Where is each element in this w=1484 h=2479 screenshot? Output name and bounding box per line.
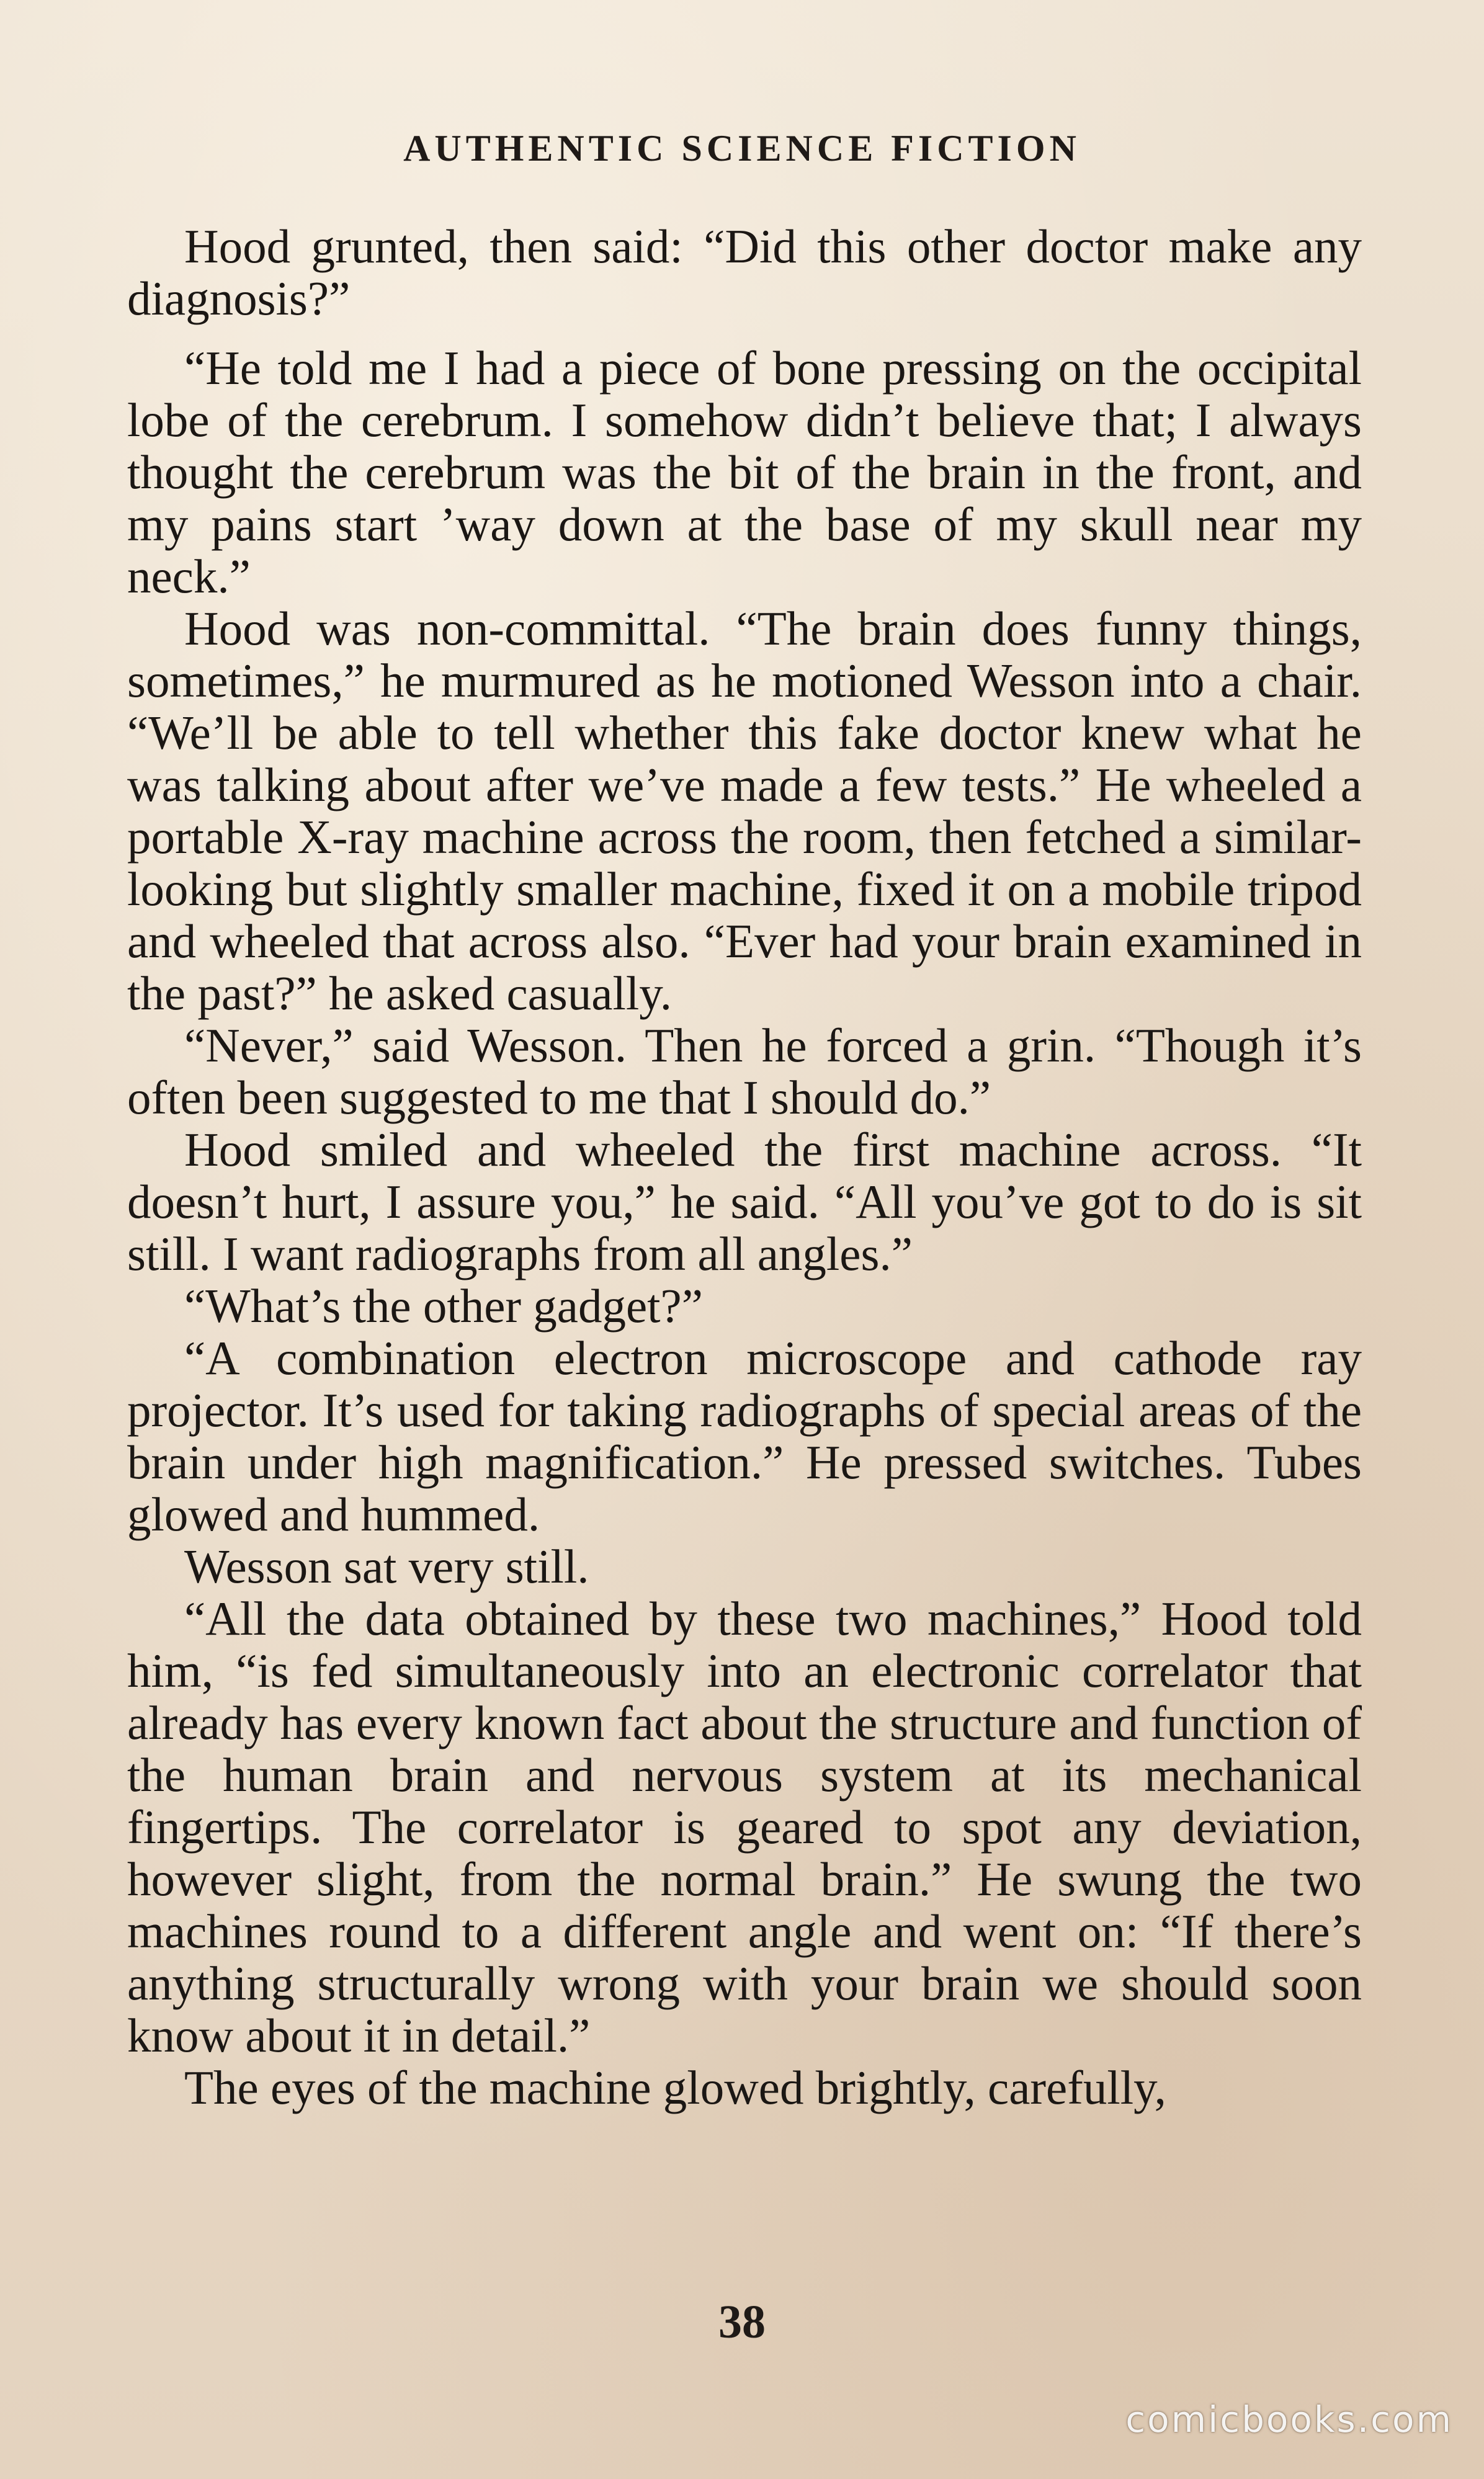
watermark: comicbooks.com — [1125, 2398, 1453, 2441]
paragraph: Hood was non-committal. “The brain does funny things, sometimes,” he murmured as he motioned Wesson into a chair. “We’ll be able to tell whether this fake doctor knew what he was talking about after we’ve made a few tests.” He wheeled a portable X-ray machine across the room, then fetched a similar-looking but slightly smaller machine, fixed it on a mobile tripod and wheeled that across also. “Ever had your brain examined in the past?” he asked casually. — [127, 602, 1362, 1020]
body-text — [127, 220, 1362, 2114]
paragraph: The eyes of the machine glowed brightly, carefully, — [184, 2061, 1166, 2114]
page-number: 38 — [718, 2296, 766, 2348]
paragraph: Wesson sat very still. — [184, 1540, 589, 1593]
paragraph: Hood smiled and wheeled the first machine across. “It doesn’t hurt, I assure you,” he said. “All you’ve got to do is sit still. I want radiographs from all angles.” — [127, 1123, 1362, 1280]
paragraph: “A combination electron microscope and cathode ray projector. It’s used for taking radiographs of special areas of the brain under high magnification.” He pressed switches. Tubes glowed and hummed. — [127, 1331, 1362, 1541]
paragraph: “What’s the other gadget?” — [184, 1279, 703, 1333]
paragraph: “Never,” said Wesson. Then he forced a grin. “Though it’s often been suggested to me that I should do.” — [127, 1019, 1362, 1124]
paragraph: “All the data obtained by these two machines,” Hood told him, “is fed simultaneously into an electronic correlator that already has every known fact about the structure and function of the human brain and nervous system at its mechanical fingertips. The correlator is geared to spot any deviation, however slight, from the normal brain.” He swung the two machines round to a different angle and went on: “If there’s anything structurally wrong with your brain we should soon know about it in detail.” — [127, 1592, 1362, 2062]
paragraph: “He told me I had a piece of bone pressing on the occipital lobe of the cerebrum. I somehow didn’t believe that; I always thought the cerebrum was the bit of the brain in the front, and my pains start ’way down at the base of my skull near my neck.” — [127, 341, 1362, 603]
running-head: AUTHENTIC SCIENCE FICTION — [403, 128, 1081, 169]
paragraph: Hood grunted, then said: “Did this other doctor make any diagnosis?” — [127, 220, 1362, 325]
